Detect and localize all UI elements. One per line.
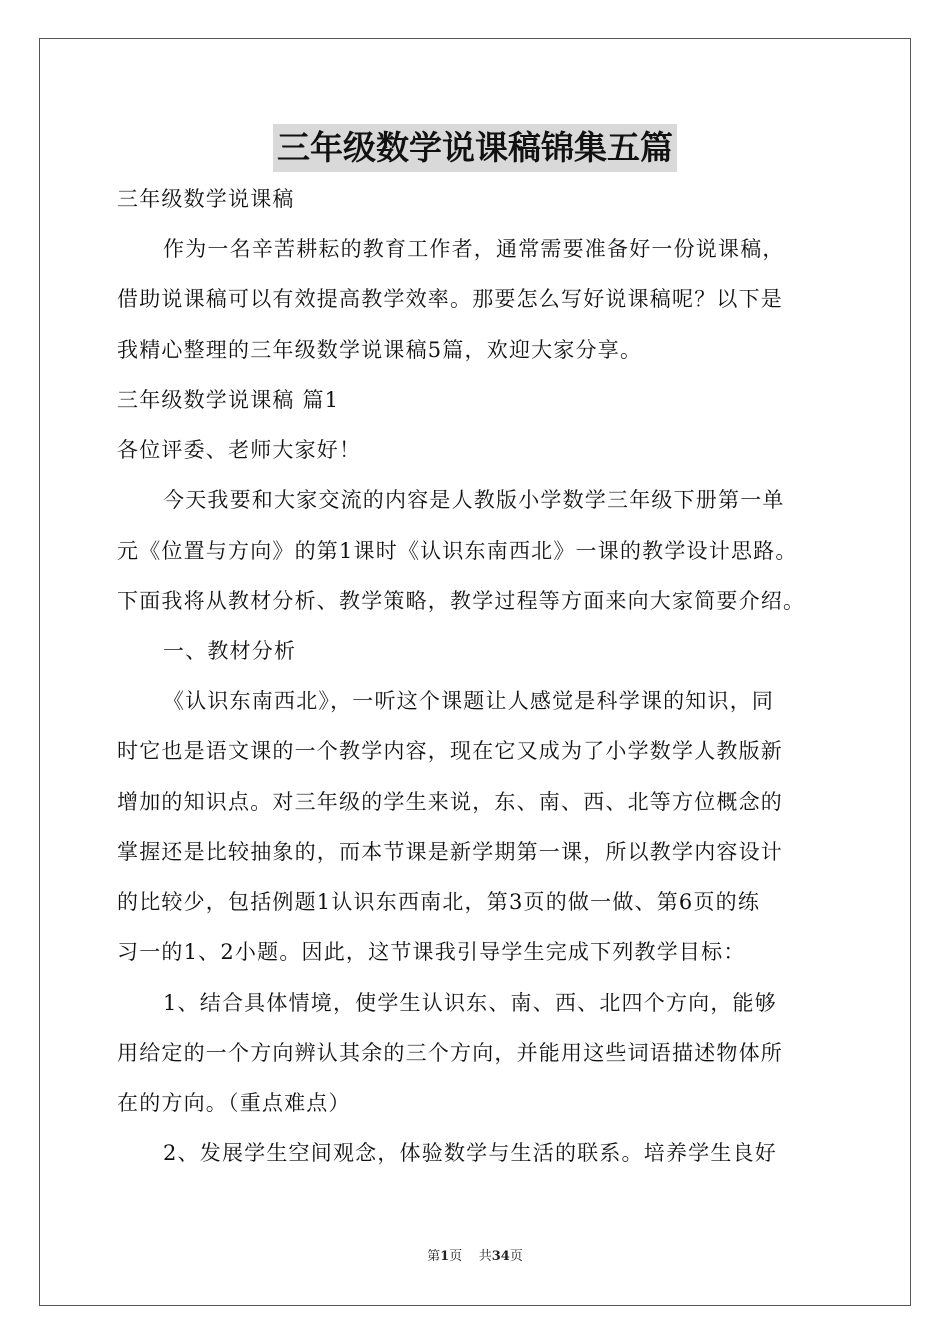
paragraph-line: 今天我要和大家交流的内容是人教版小学数学三年级下册第一单 [163,488,785,512]
paragraph-line: 《认识东南西北》，一听这个课题让人感觉是科学课的知识，同 [163,689,775,713]
list-item-line: 1、结合具体情境，使学生认识东、南、西、北四个方向，能够 [163,991,777,1015]
paragraph-line: 下面我将从教材分析、教学策略，教学过程等方面来向大家简要介绍。 [117,589,806,613]
total-pages: 34 [491,1249,510,1264]
total-suffix: 页 [509,1249,523,1264]
section-heading: 三年级数学说课稿 篇1 [117,388,340,412]
paragraph-line: 掌握还是比较抽象的，而本节课是新学期第一课，所以教学内容设计 [117,840,783,864]
paragraph-line: 借助说课稿可以有效提高教学效率。那要怎么写好说课稿呢？以下是 [117,287,783,311]
page-number: 1 [440,1249,450,1264]
title-container [0,124,950,172]
paragraph-line: 作为一名辛苦耕耘的教育工作者，通常需要准备好一份说课稿， [163,237,785,261]
page-label-suffix: 页 [449,1249,463,1264]
total-prefix: 共 [478,1249,492,1264]
section-heading: 三年级数学说课稿 [117,187,295,211]
list-item-line: 2、发展学生空间观念，体验数学与生活的联系。培养学生良好 [163,1141,777,1165]
paragraph-line: 增加的知识点。对三年级的学生来说，东、南、西、北等方位概念的 [117,790,783,814]
paragraph-line: 的比较少，包括例题1认识东西南北，第3页的做一做、第6页的练 [117,890,761,914]
greeting-line: 各位评委、老师大家好！ [117,438,362,462]
paragraph-line: 时它也是语文课的一个教学内容，现在它又成为了小学数学人教版新 [117,739,783,763]
paragraph-line: 元《位置与方向》的第1课时《认识东南西北》一课的教学设计思路。 [117,539,798,563]
paragraph-line: 我精心整理的三年级数学说课稿5篇，欢迎大家分享。 [117,338,643,362]
list-item-line: 用给定的一个方向辨认其余的三个方向，并能用这些词语描述物体所 [117,1041,783,1065]
document-title: 三年级数学说课稿锦集五篇 [273,124,677,172]
subsection-heading: 一、教材分析 [163,639,297,663]
page-label-prefix: 第 [427,1249,441,1264]
paragraph-line: 习一的1、2小题。因此，这节课我引导学生完成下列教学目标： [117,940,746,964]
page-footer [0,1248,950,1266]
list-item-line: 在的方向。（重点难点） [117,1091,351,1115]
